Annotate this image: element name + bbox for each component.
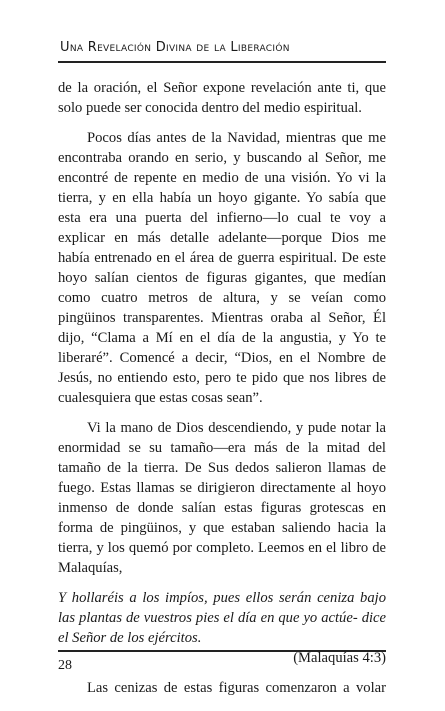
body-text	[58, 78, 386, 698]
paragraph-hand-of-god: Vi la mano de Dios descendiendo, y pude notar la enormidad se su tamaño—era más de la mitad del tamaño de la tierra. De Sus dedos salieron llamas de fuego. Estas llamas se dirigieron directamente al hoyo inmenso de donde salían estas figuras grotescas en forma de pingüinos, y que estaban saliendo hacia la tierra, y los quemó por completo. Leemos en el libro de Malaquías,	[58, 420, 386, 576]
page-number: 28	[58, 658, 72, 673]
quote-citation: (Malaquías 4:3)	[293, 650, 386, 666]
scripture-quote	[58, 588, 386, 668]
quote-text: Y hollaréis a los impíos, pues ellos serán ceniza bajo las plantas de vuestros pies el día en que yo actúe- dice el Señor de los ejércitos.	[58, 590, 386, 646]
running-head: Una Revelación Divina de la Liberación	[60, 40, 290, 55]
paragraph-ashes: Las cenizas de estas figuras comenzaron a volar	[87, 680, 386, 696]
header-rule	[58, 61, 386, 63]
paragraph-continued: de la oración, el Señor expone revelación ante ti, que solo puede ser conocida dentro del medio espiritual.	[58, 80, 386, 116]
footer-rule	[58, 650, 386, 652]
paragraph-vision: Pocos días antes de la Navidad, mientras que me encontraba orando en serio, y buscando al Señor, me encontré de repente en medio de una visión. Yo vi la tierra, y en ella había un hoyo gigante. Yo sabía que esta era una puerta del infierno—lo cual te voy a explicar en más detalle adelante—porque Dios me había entrenado en el área de guerra espiritual. De este hoyo salían cientos de figuras gigantes, que medían como cuatro metros de altura, y se veían como pingüinos transparentes. Mientras oraba al Señor, Él dijo, “Clama a Mí en el día de la angustia, y Yo te liberaré”. Comencé a decir, “Dios, en el Nombre de Jesús, no entiendo esto, pero te pido que nos libres de cualesquiera que estas cosas sean”.	[58, 130, 386, 406]
